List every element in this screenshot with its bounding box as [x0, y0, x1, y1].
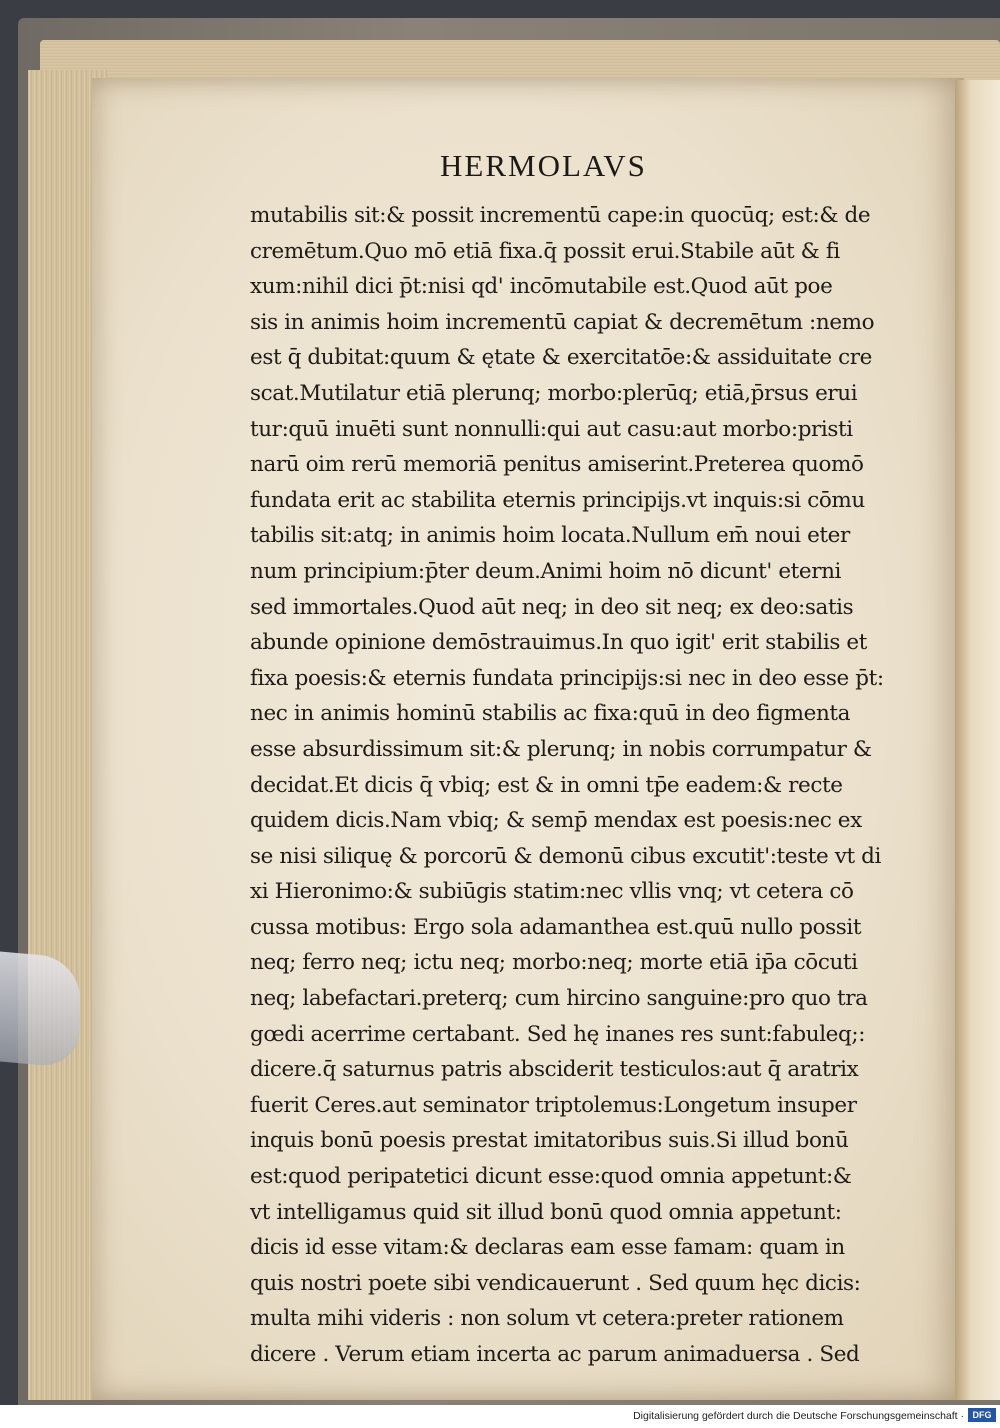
- text-line: vt intelligamus quid sit illud bonū quod omnia appetunt:: [250, 1199, 842, 1225]
- text-line: mutabilis sit:& possit incrementū cape:in quocūq; est:& de: [250, 203, 871, 228]
- facing-page-edge: [955, 80, 1000, 1400]
- text-line: xum:nihil dici p̄t:nisi qd' incōmutabile est.Quod aūt poe: [250, 274, 833, 300]
- text-line: quis nostri poete sibi vendicauerunt . Sed quum hęc dicis:: [250, 1270, 861, 1296]
- text-line: quidem dicis.Nam vbiq; & semp̄ mendax est poesis:nec ex: [250, 808, 862, 834]
- page-text: [250, 198, 890, 1373]
- text-line: nec in animis hominū stabilis ac fixa:quū in deo figmenta: [250, 701, 851, 727]
- text-line: tur:quū inuēti sunt nonnulli:qui aut casu:aut morbo:pristi: [250, 416, 853, 442]
- text-line: num principium:p̄ter deum.Animi hoim nō dicunt' eterni: [250, 558, 842, 584]
- text-line: sed immortales.Quod aūt neq; in deo sit neq; ex deo:satis: [250, 594, 854, 620]
- text-line: tabilis sit:atq; in animis hoim locata.Nullum em̄ noui eter: [250, 523, 850, 549]
- text-line: abunde opinione demōstrauimus.In quo igit' erit stabilis et: [250, 630, 867, 656]
- text-line: dicere . Verum etiam incerta ac parum animaduersa . Sed: [250, 1342, 860, 1367]
- running-head: HERMOLAVS: [440, 148, 647, 183]
- text-line: esse absurdissimum sit:& plerunq; in nobis corrumpatur &: [250, 736, 872, 762]
- text-line: sis in animis hoim incrementū capiat & decremētum :nemo: [250, 309, 875, 335]
- text-line: dicere.q̄ saturnus patris absciderit testiculos:aut q̄ aratrix: [250, 1057, 859, 1083]
- text-line: se nisi siliquę & porcorū & demonū cibus excutit':teste vt di: [250, 843, 882, 869]
- text-line: narū oim rerū memoriā penitus amiserint.Preterea quomō: [250, 452, 864, 478]
- text-line: dicis id esse vitam:& declaras eam esse famam: quam in: [250, 1235, 845, 1261]
- text-line: fixa poesis:& eternis fundata principijs:si nec in deo esse p̄t:: [250, 665, 884, 691]
- funding-credit: Digitalisierung gefördert durch die Deutsche Forschungsgemeinschaft ·: [633, 1410, 964, 1422]
- text-line: cussa motibus: Ergo sola adamanthea est.quū nullo possit: [250, 914, 862, 940]
- text-line: scat.Mutilatur etiā plerunq; morbo:plerūq; etiā,p̄rsus erui: [250, 380, 858, 406]
- text-line: gœdi acerrime certabant. Sed hę inanes res sunt:fabuleq;:: [250, 1021, 866, 1047]
- text-line: neq; ferro neq; ictu neq; morbo:neq; morte etiā ip̄a cōcuti: [250, 950, 858, 976]
- text-line: decidat.Et dicis q̄ vbiq; est & in omni tp̄e eadem:& recte: [250, 772, 843, 798]
- text-line: fundata erit ac stabilita eternis principijs.vt inquis:si cōmu: [250, 487, 865, 513]
- text-line: xi Hieronimo:& subiūgis statim:nec vllis vnq; vt cetera cō: [250, 879, 854, 905]
- text-line: neq; labefactari.preterq; cum hircino sanguine:pro quo tra: [250, 986, 868, 1012]
- text-line: cremētum.Quo mō etiā fixa.q̄ possit erui.Stabile aūt & fi: [250, 238, 840, 264]
- text-line: est q̄ dubitat:quum & ętate & exercitatōe:& assiduitate cre: [250, 345, 872, 371]
- holding-clip: [0, 952, 80, 1069]
- text-line: fuerit Ceres.aut seminator triptolemus:Longetum insuper: [250, 1092, 857, 1118]
- text-line: inquis bonū poesis prestat imitatoribus suis.Si illud bonū: [250, 1128, 849, 1154]
- text-line: est:quod peripatetici dicunt esse:quod omnia appetunt:&: [250, 1164, 852, 1190]
- dfg-logo: DFG: [968, 1408, 996, 1422]
- text-line: multa mihi videris : non solum vt cetera:preter rationem: [250, 1306, 844, 1332]
